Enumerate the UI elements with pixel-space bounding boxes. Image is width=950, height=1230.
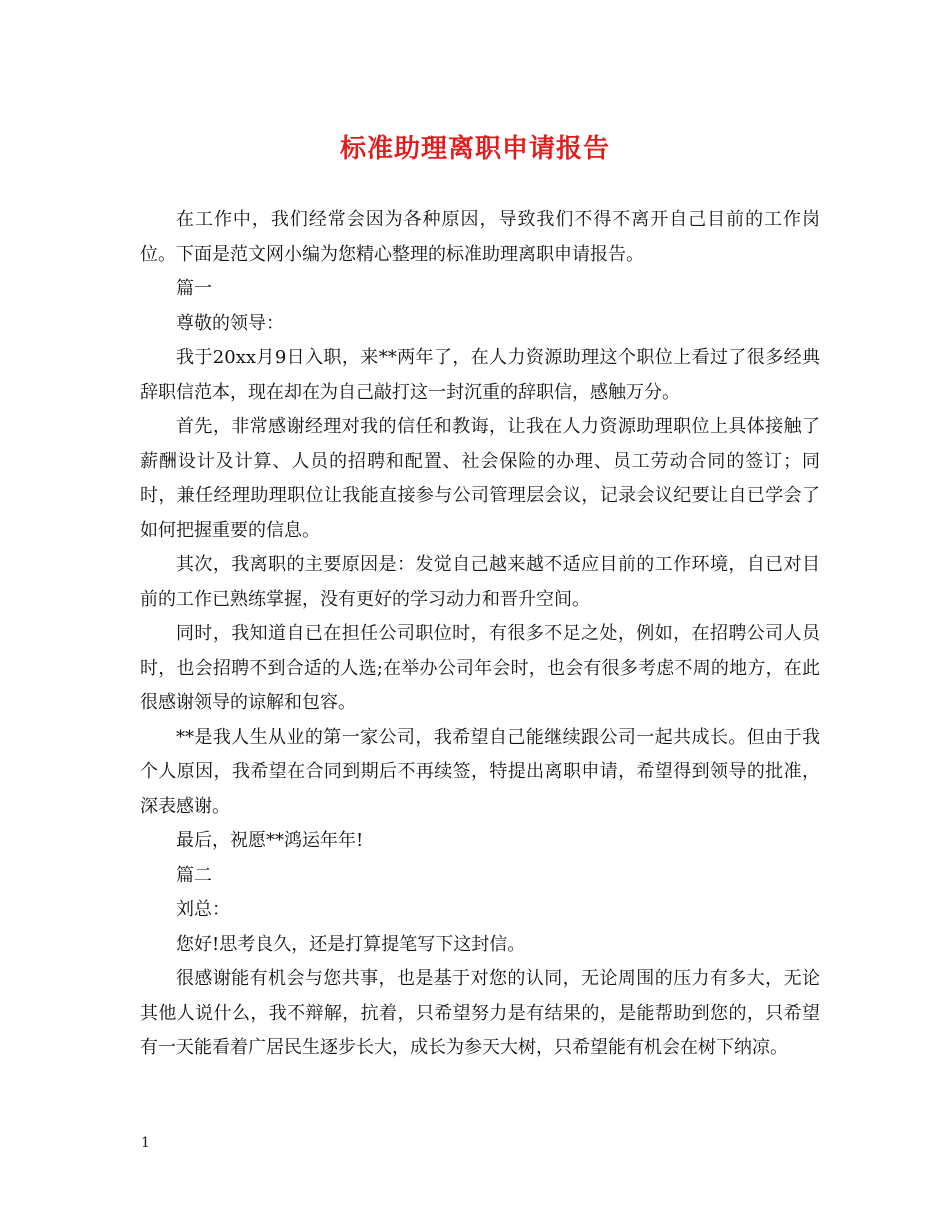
closing-line: 最后，祝愿**鸿运年年! xyxy=(176,830,364,851)
body-paragraph: 在工作中，我们经常会因为各种原因，导致我们不得不离开自己目前的工作岗位。下面是范文网小编为您精心整理的标准助理离职申请报告。 xyxy=(140,209,820,265)
salutation: 刘总： xyxy=(176,899,230,920)
section-heading: 篇二 xyxy=(176,864,212,886)
body-paragraph: 首先，非常感谢经理对我的信任和教诲，让我在人力资源助理职位上具体接触了薪酬设计及计算、人员的招聘和配置、社会保险的办理、员工劳动合同的签订；同时，兼任经理助理职位让我能直接参与公司管理层会议，记录会议纪要让自已学会了如何把握重要的信息。 xyxy=(140,416,820,541)
salutation: 尊敬的领导： xyxy=(176,312,284,334)
body-paragraph: 很感谢能有机会与您共事，也是基于对您的认同，无论周围的压力有多大，无论其他人说什么，我不辩解，抗着，只希望努力是有结果的，是能帮助到您的，只希望有一天能看着广居民生逐步长大，成长为参天大树，只希望能有机会在树下纳凉。 xyxy=(140,968,820,1058)
page-number: 1 xyxy=(141,1135,150,1151)
document-title: 标准助理离职申请报告 xyxy=(339,134,610,164)
body-paragraph: 其次，我离职的主要原因是：发觉自己越来越不适应目前的工作环境，自已对目前的工作已熟练掌握，没有更好的学习动力和晋升空间。 xyxy=(140,554,820,610)
body-paragraph: 同时，我知道自已在担任公司职位时，有很多不足之处，例如，在招聘公司人员时，也会招聘不到合适的人选;在举办公司年会时，也会有很多考虑不周的地方，在此很感谢领导的谅解和包容。 xyxy=(140,623,820,713)
body-paragraph: 您好!思考良久，还是打算提笔写下这封信。 xyxy=(176,933,526,955)
body-paragraph: 我于20xx月9日入职，来**两年了，在人力资源助理这个职位上看过了很多经典辞职信范本，现在却在为自己敲打这一封沉重的辞职信，感触万分。 xyxy=(140,347,820,403)
section-heading: 篇一 xyxy=(176,278,212,299)
body-paragraph: **是我人生从业的第一家公司，我希望自己能继续跟公司一起共成长。但由于我个人原因，我希望在合同到期后不再续签，特提出离职申请，希望得到领导的批准，深表感谢。 xyxy=(140,726,820,817)
document-body xyxy=(140,203,820,1066)
